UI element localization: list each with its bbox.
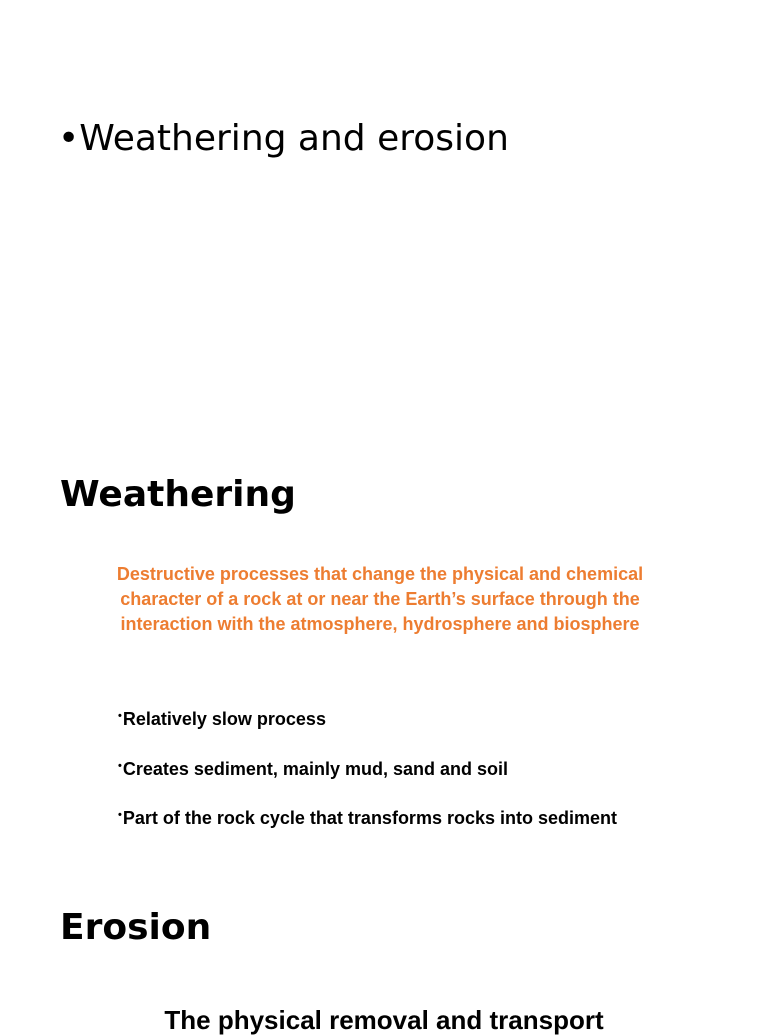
bullet-icon: • [118,759,122,772]
weathering-bullet-list [118,703,617,852]
list-item [118,703,617,732]
weathering-heading: Weathering [60,474,296,515]
bullet-text: Relatively slow process [122,709,326,729]
erosion-heading: Erosion [60,907,212,948]
list-item [118,753,617,782]
list-item [118,802,617,831]
weathering-definition: Destructive processes that change the physical and chemical character of a rock at or near the Earth’s surface through the interaction with the atmosphere, hydrosphere and biosphere [116,564,644,634]
page-title: •Weathering and erosion [58,118,509,159]
bullet-icon: • [118,809,122,821]
bullet-text: Creates sediment, mainly mud, sand and soil [122,758,508,779]
bullet-icon: • [118,710,122,722]
bullet-text: Part of the rock cycle that transforms rocks into sediment [122,808,617,828]
erosion-definition: The physical removal and transport [164,1005,604,1035]
